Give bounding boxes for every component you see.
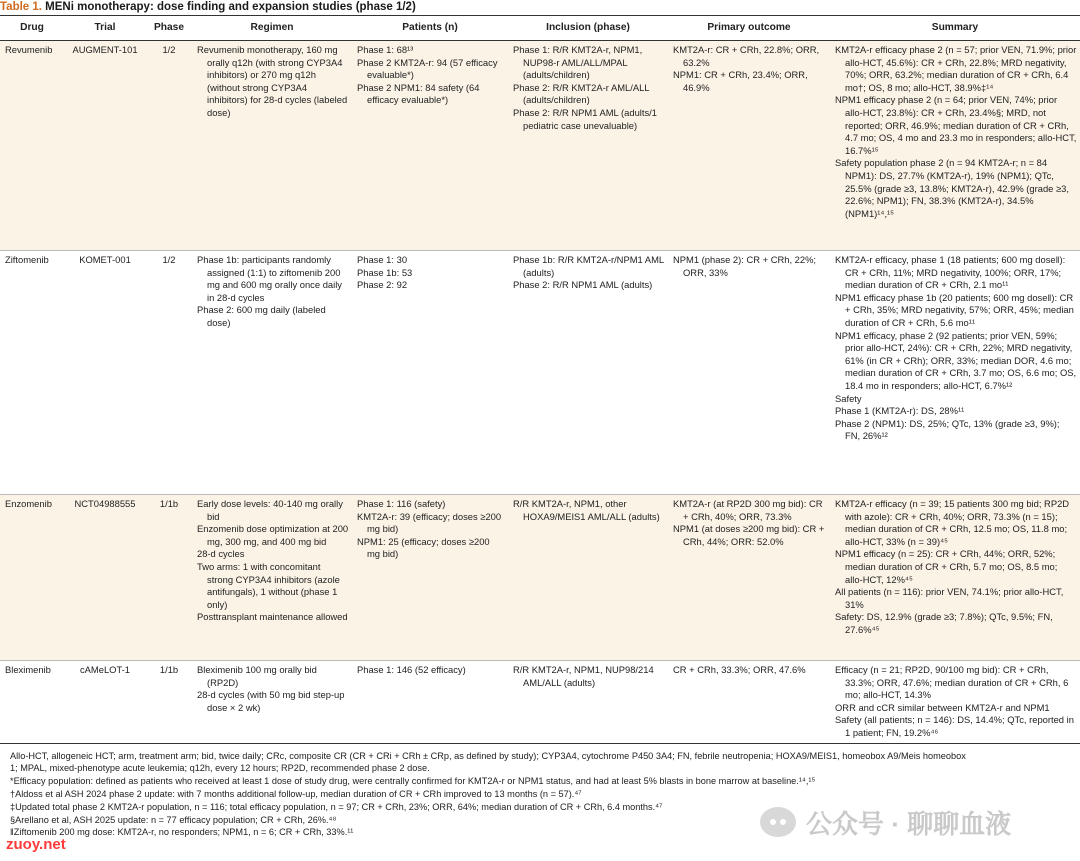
col-header-inclusion: Inclusion (phase) xyxy=(508,16,668,41)
cell-summary-line: NPM1 efficacy phase 2 (n = 64; prior VEN, 74%; prior allo-HCT, 23.8%): CR + CRh, 23.4%§; MRD, not reported; ORR, 46.9%; median duration of CR + CRh, 4.7 mo; OS, 4 mo and 23.3 mo in responders; allo-HCT, 16.7%¹⁵ xyxy=(835,94,1077,156)
cell-regimen-line: Early dose levels: 40-140 mg orally bid xyxy=(197,498,343,522)
col-header-outcome: Primary outcome xyxy=(668,16,830,41)
cell-inclusion xyxy=(508,495,668,661)
cell-regimen-line: Phase 2: 600 mg daily (labeled dose) xyxy=(197,304,326,328)
cell-patients xyxy=(352,41,508,251)
table-row xyxy=(0,495,1080,661)
col-header-summary: Summary xyxy=(830,16,1080,41)
cell-summary-line: Safety: DS, 12.9% (grade ≥3; 7.8%); QTc, 9.5%; FN, 27.6%⁴⁵ xyxy=(835,611,1053,635)
cell-trial: AUGMENT-101 xyxy=(64,41,146,251)
cell-patients-line: Phase 2 KMT2A-r: 94 (57 efficacy evaluable*) xyxy=(357,56,498,81)
cell-drug: Ziftomenib xyxy=(0,251,64,495)
cell-summary xyxy=(830,41,1080,251)
cell-inclusion-line: Phase 2: R/R NPM1 AML (adults) xyxy=(513,279,653,291)
table-label: Table 1. xyxy=(0,1,42,13)
cell-outcome xyxy=(668,661,830,744)
header-row xyxy=(0,16,1080,41)
col-header-regimen: Regimen xyxy=(192,16,352,41)
cell-summary-line: NPM1 efficacy, phase 2 (92 patients; prior VEN, 59%; prior allo-HCT, 24%): CR + CRh, 22%; MRD negativity, 61% (in CR + CRh); ORR, 33%; median DOR, 4.6 mo; median duration of CR + CRh, 3.7 mo; OS, 6.6 mo; OS, 18.4 mo in responders; allo-HCT, 6.7%¹² xyxy=(835,329,1077,391)
cell-inclusion-line: Phase 2: R/R KMT2A-r AML/ALL (adults/children) xyxy=(513,81,650,106)
cell-drug: Bleximenib xyxy=(0,661,64,744)
cell-outcome-line: KMT2A-r: CR + CRh, 22.8%; ORR, 63.2% xyxy=(673,44,820,68)
cell-patients-line: NPM1: 25 (efficacy; doses ≥200 mg bid) xyxy=(357,535,490,560)
cell-patients-line: Phase 1: 116 (safety) xyxy=(357,498,446,509)
cell-patients xyxy=(352,495,508,661)
cell-summary-line: All patients (n = 116): prior VEN, 74.1%; prior allo-HCT, 31% xyxy=(835,586,1064,610)
cell-inclusion-line: Phase 1: R/R KMT2A-r, NPM1, NUP98-r AML/ALL/MPAL (adults/children) xyxy=(513,44,643,81)
cell-drug: Revumenib xyxy=(0,41,64,251)
cell-patients xyxy=(352,251,508,495)
footnotes-line: Allo-HCT, allogeneic HCT; arm, treatment arm; bid, twice daily; CRc, composite CR (CR + CRi + CRh ± CRp, as defined by study); CYP3A4, cytochrome P450 3A4; FN, febrile neutropenia; HOXA9/MEIS1, homeobox A9/Meis homeobox xyxy=(10,750,966,761)
footnotes-line: †Aldoss et al ASH 2024 phase 2 update: with 7 months additional follow-up, median duration of CR + CRh improved to 13 months (n = 57).⁴⁷ xyxy=(10,788,582,799)
cell-patients-line: KMT2A-r: 39 (efficacy; doses ≥200 mg bid) xyxy=(357,510,502,535)
table-row xyxy=(0,251,1080,495)
table-row xyxy=(0,41,1080,251)
cell-trial: cAMeLOT-1 xyxy=(64,661,146,744)
col-header-patients: Patients (n) xyxy=(352,16,508,41)
cell-patients xyxy=(352,661,508,744)
cell-summary-line: NPM1 efficacy phase 1b (20 patients; 600 mg dose‖): CR + CRh, 35%; MRD negativity, 57%; ORR, 45%; median duration of CR + CRh, 5.6 mo¹¹ xyxy=(835,291,1074,328)
cell-patients-line: Phase 1: 30 xyxy=(357,254,408,265)
col-header-phase: Phase xyxy=(146,16,192,41)
cell-regimen xyxy=(192,41,352,251)
cell-phase: 1/1b xyxy=(146,495,192,661)
watermark xyxy=(760,800,1060,844)
cell-outcome-line: NPM1: CR + CRh, 23.4%; ORR, 46.9% xyxy=(673,69,808,93)
cell-outcome xyxy=(668,495,830,661)
cell-phase: 1/2 xyxy=(146,41,192,251)
cell-regimen-line: Enzomenib dose optimization at 200 mg, 300 mg, and 400 mg bid xyxy=(197,523,349,547)
footnotes-line: ‡Updated total phase 2 KMT2A-r population, n = 116; total efficacy population, n = 97; CR + CRh, 23%; ORR, 64%; median duration of CR + CRh, 6.4 months.⁴⁷ xyxy=(10,801,663,812)
cell-summary-line: KMT2A-r efficacy (n = 39; 15 patients 300 mg bid; RP2D with azole): CR + CRh, 40%; ORR, 73.3% (n = 15); median duration of CR + CRh, 12.5 mo; OS, 11.8 mo; allo-HCT, 33% (n = 39)⁴⁵ xyxy=(835,498,1070,547)
cell-regimen-line: 28-d cycles xyxy=(197,548,245,560)
cell-drug: Enzomenib xyxy=(0,495,64,661)
cell-regimen-line: Bleximenib 100 mg orally bid (RP2D) xyxy=(197,664,317,688)
watermark-text: 公众号 · 聊聊血液 xyxy=(806,808,1012,839)
cell-patients-line: Phase 2 NPM1: 84 safety (64 efficacy evaluable*) xyxy=(357,81,480,106)
cell-outcome-line: KMT2A-r (at RP2D 300 mg bid): CR + CRh, 40%; ORR, 73.3% xyxy=(673,498,823,522)
footnotes-line: 1; MPAL, mixed-phenotype acute leukemia; q12h, every 12 hours; RP2D, recommended phase 2 dose. xyxy=(10,763,430,774)
cell-outcome-line: NPM1 (at doses ≥200 mg bid): CR + CRh, 44%; ORR: 52.0% xyxy=(673,523,825,547)
cell-summary xyxy=(830,251,1080,495)
cell-inclusion-line: R/R KMT2A-r, NPM1, NUP98/214 AML/ALL (adults) xyxy=(513,664,654,688)
cell-summary-line: KMT2A-r efficacy phase 2 (n = 57; prior VEN, 71.9%; prior allo-HCT, 45.6%): CR + CRh, 22.8%; MRD negativity, 70%; ORR, 63.2%; median duration of CR + CRh, 6.4 mo†; OS, 8 mo; allo-HCT, 38.9%‡¹⁴ xyxy=(835,44,1077,93)
wechat-icon xyxy=(760,807,796,837)
cell-patients-line: Phase 2: 92 xyxy=(357,279,408,291)
cell-regimen-line: 28-d cycles (with 50 mg bid step-up dose × 2 wk) xyxy=(197,689,345,713)
cell-patients-line: Phase 1b: 53 xyxy=(357,266,413,278)
footnotes-line: ‖Ziftomenib 200 mg dose: KMT2A-r, no responders; NPM1, n = 6; CR + CRh, 33%.¹¹ xyxy=(10,827,354,838)
cell-inclusion-line: Phase 1b: R/R KMT2A-r/NPM1 AML (adults) xyxy=(513,254,664,278)
data-table xyxy=(0,15,1080,744)
cell-summary-line: NPM1 efficacy (n = 25): CR + CRh, 44%; ORR, 52%; median duration of CR + CRh, 5.7 mo; OS, 8.5 mo; allo-HCT, 12%⁴⁵ xyxy=(835,548,1058,585)
col-header-trial: Trial xyxy=(64,16,146,41)
cell-trial: NCT04988555 xyxy=(64,495,146,661)
cell-summary xyxy=(830,661,1080,744)
cell-outcome xyxy=(668,251,830,495)
cell-patients-line: Phase 1: 146 (52 efficacy) xyxy=(357,664,466,675)
cell-regimen-line: Posttransplant maintenance allowed xyxy=(197,611,348,623)
site-watermark: zuoy.net xyxy=(6,836,66,853)
cell-regimen-line: Phase 1b: participants randomly assigned (1:1) to ziftomenib 200 mg and 600 mg orally once daily in 28-d cycles xyxy=(197,254,342,303)
cell-outcome xyxy=(668,41,830,251)
cell-summary-line: Phase 2 (NPM1): DS, 25%; QTc, 13% (grade ≥3, 9%); FN, 26%¹² xyxy=(835,417,1060,442)
cell-patients-line: Phase 1: 68¹³ xyxy=(357,44,414,55)
cell-summary-line: Safety population phase 2 (n = 94 KMT2A-r; n = 84 NPM1): DS, 27.7% (KMT2A-r), 19% (NPM1); QTc, 25.5% (grade ≥3, 13.8%; KMT2A-r), 42.9% (grade ≥3, 22.6%; NPM1); FN, 38.3% (KMT2A-r), 34.5% (NPM1)¹⁴,¹⁵ xyxy=(835,157,1069,219)
cell-summary xyxy=(830,495,1080,661)
cell-summary-line: Safety (all patients; n = 146): DS, 14.4%; QTc, reported in 1 patient; FN, 19.2%⁴⁶ xyxy=(835,714,1074,738)
cell-summary-line: Phase 1 (KMT2A-r): DS, 28%¹¹ xyxy=(835,405,965,417)
cell-summary-line: Efficacy (n = 21; RP2D, 90/100 mg bid): CR + CRh, 33.3%; ORR, 47.6%; median duration of CR + CRh, 6 mo; allo-HCT, 14.3% xyxy=(835,664,1069,701)
cell-inclusion-line: Phase 2: R/R NPM1 AML (adults/1 pediatric case unevaluable) xyxy=(513,106,657,131)
table-row xyxy=(0,661,1080,744)
table-caption xyxy=(0,0,1080,15)
cell-phase: 1/1b xyxy=(146,661,192,744)
footnotes-line: §Arellano et al, ASH 2025 update: n = 77 efficacy population; CR + CRh, 26%.⁴⁸ xyxy=(10,814,337,825)
cell-inclusion xyxy=(508,661,668,744)
cell-phase: 1/2 xyxy=(146,251,192,495)
cell-regimen xyxy=(192,495,352,661)
cell-inclusion xyxy=(508,41,668,251)
cell-regimen-line: Two arms: 1 with concomitant strong CYP3A4 inhibitors (azole antifungals), 1 without (phase 1 only) xyxy=(197,560,340,610)
footnotes-line: *Efficacy population: defined as patients who received at least 1 dose of study drug, were centrally confirmed for KMT2A-r or NPM1 status, and had at least 5% blasts in bone marrow at baseline.¹⁴,¹⁵ xyxy=(10,776,816,787)
cell-summary-line: Safety xyxy=(835,392,862,404)
table-title: MENi monotherapy: dose finding and expansion studies (phase 1/2) xyxy=(45,1,416,13)
cell-outcome-line: CR + CRh, 33.3%; ORR, 47.6% xyxy=(673,664,806,675)
cell-regimen xyxy=(192,661,352,744)
cell-summary-line: ORR and cCR similar between KMT2A-r and NPM1 xyxy=(835,701,1050,713)
cell-trial: KOMET-001 xyxy=(64,251,146,495)
cell-regimen-line: Revumenib monotherapy, 160 mg orally q12h (with strong CYP3A4 inhibitors) or 270 mg q12h (without strong CYP3A4 inhibitors) for 28-d cycles (labeled dose) xyxy=(197,44,348,118)
col-header-drug: Drug xyxy=(0,16,64,41)
cell-regimen xyxy=(192,251,352,495)
cell-inclusion xyxy=(508,251,668,495)
cell-summary-line: KMT2A-r efficacy, phase 1 (18 patients; 600 mg dose‖): CR + CRh, 11%; MRD negativity, 100%; ORR, 17%; median duration of CR + CRh, 2.1 mo¹¹ xyxy=(835,254,1066,291)
cell-outcome-line: NPM1 (phase 2): CR + CRh, 22%; ORR, 33% xyxy=(673,254,817,278)
cell-inclusion-line: R/R KMT2A-r, NPM1, other HOXA9/MEIS1 AML/ALL (adults) xyxy=(513,498,660,522)
